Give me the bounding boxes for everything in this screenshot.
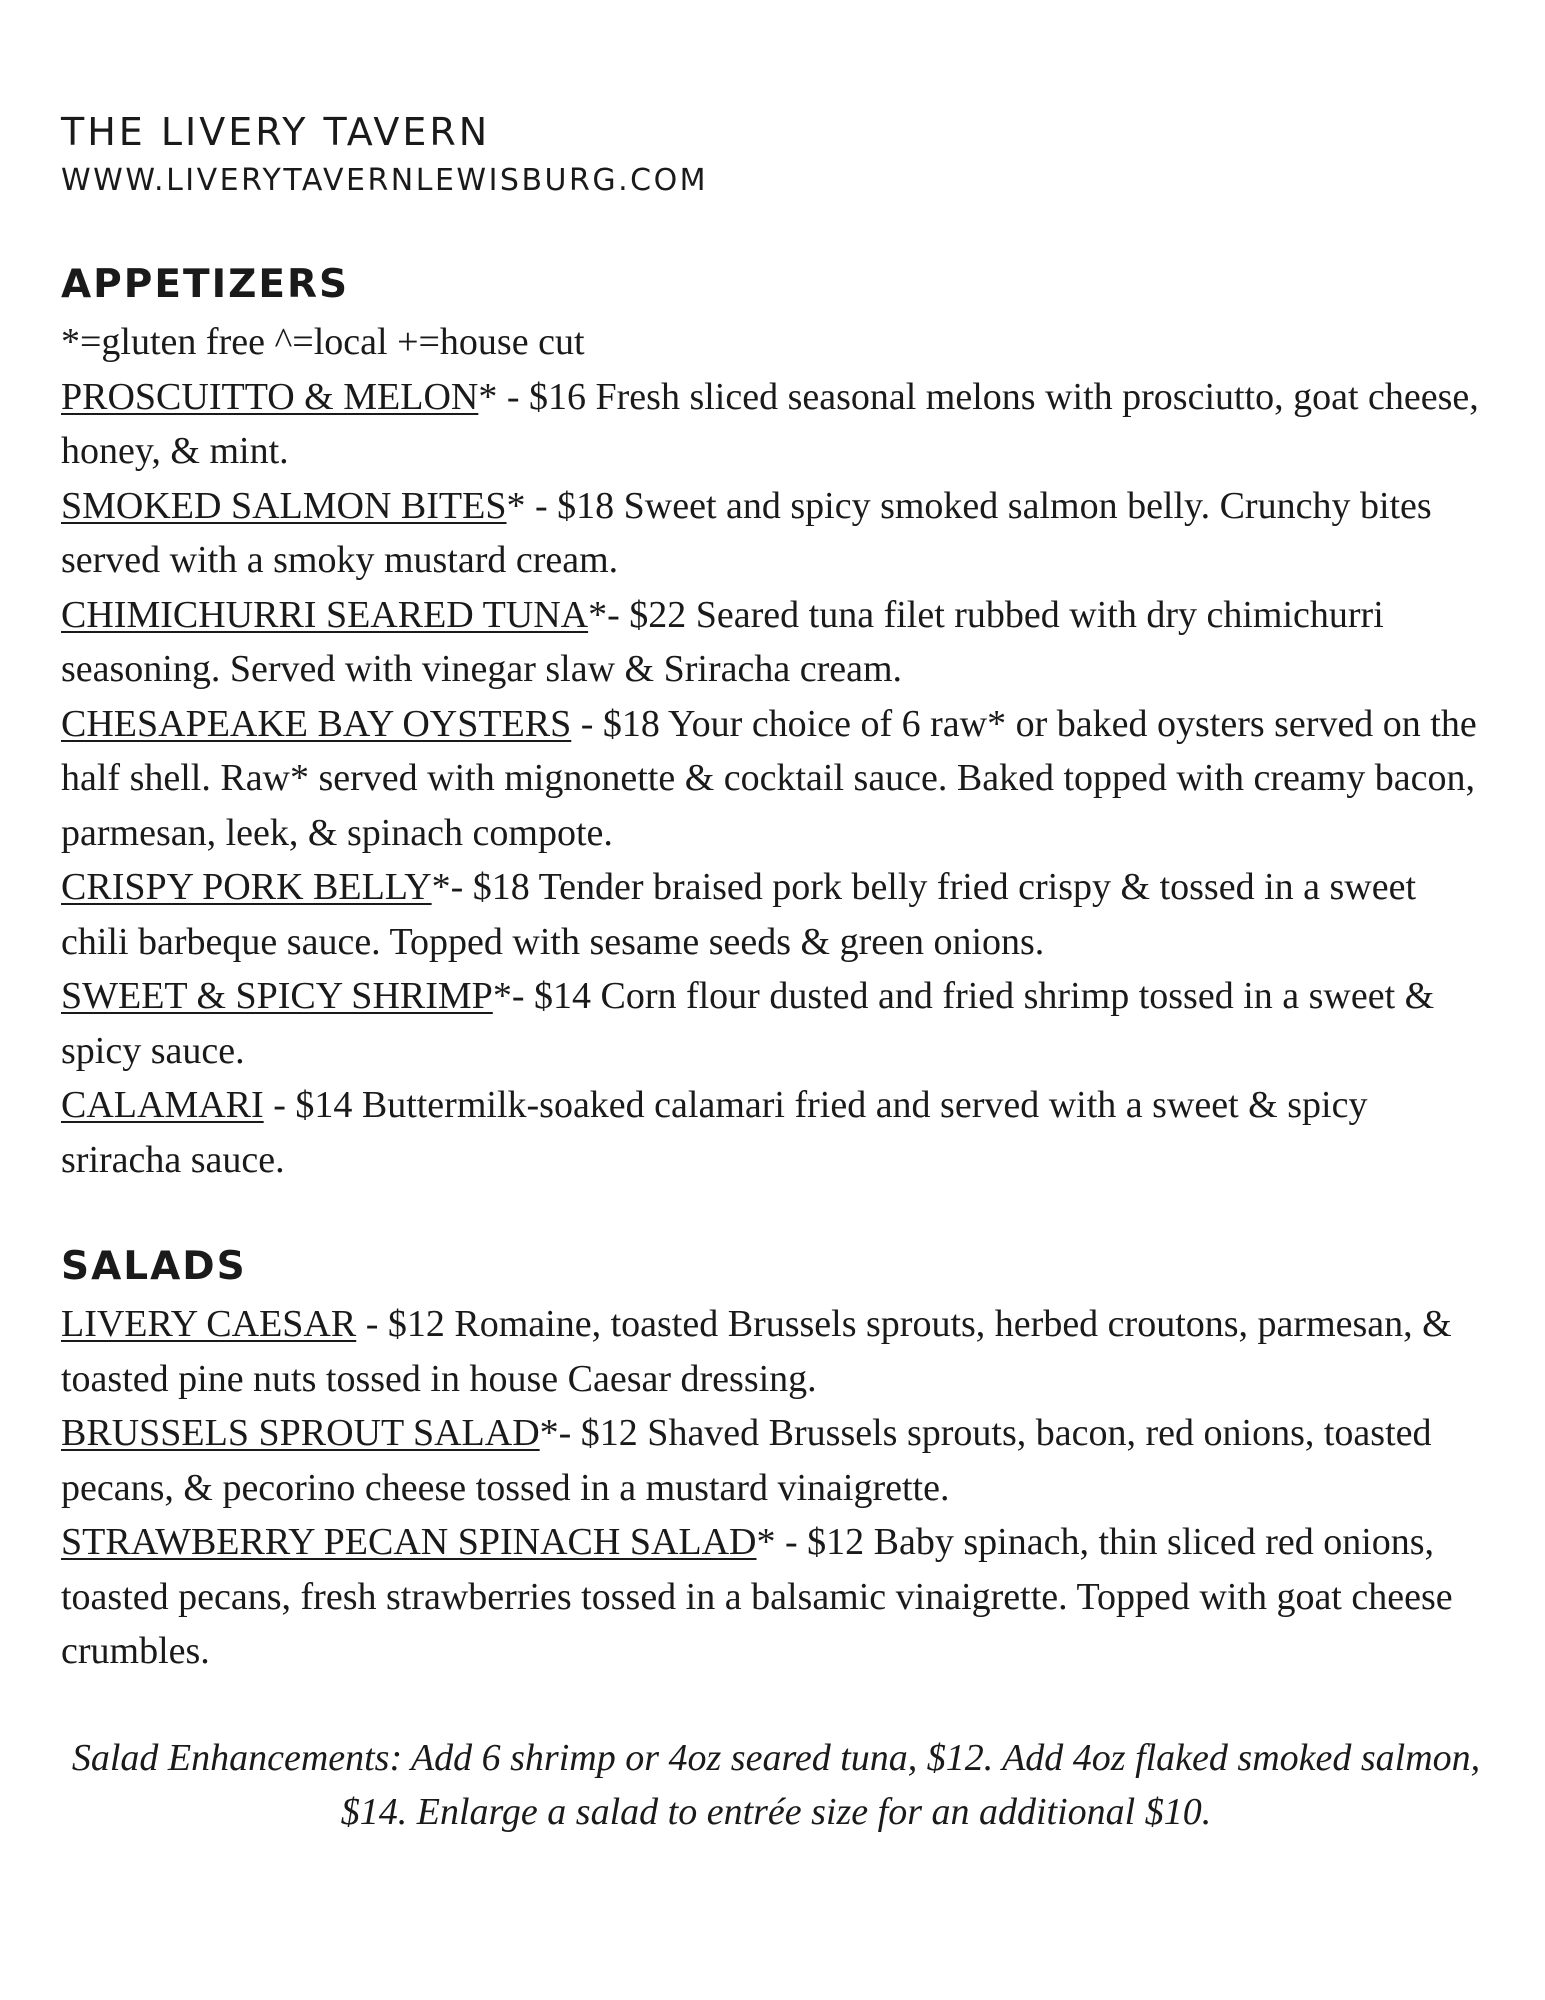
- item-description: *- $12 Shaved Brussels sprouts, bacon, red onions, toasted pecans, & pecorino cheese tossed in a mustard vinaigrette.: [61, 1412, 1432, 1509]
- item-name: CHIMICHURRI SEARED TUNA: [61, 593, 589, 636]
- menu-item-smoked-salmon-bites: [61, 479, 1491, 588]
- appetizers-heading: APPETIZERS: [61, 262, 350, 307]
- menu-item-sweet-spicy-shrimp: [61, 969, 1491, 1078]
- menu-item-crispy-pork-belly: [61, 860, 1491, 969]
- item-description: *- $18 Tender braised pork belly fried crispy & tossed in a sweet chili barbeque sauce. Topped with sesame seeds & green onions.: [61, 866, 1417, 963]
- menu-item-calamari: [61, 1078, 1491, 1187]
- item-description: * - $12 Baby spinach, thin sliced red onions, toasted pecans, fresh strawberries tossed in a balsamic vinaigrette. Topped with goat cheese crumbles.: [61, 1521, 1453, 1672]
- item-description: * - $16 Fresh sliced seasonal melons with prosciutto, goat cheese, honey, & mint.: [61, 375, 1479, 472]
- restaurant-name: THE LIVERY TAVERN: [61, 110, 491, 154]
- salad-enhancements-note: Salad Enhancements: Add 6 shrimp or 4oz seared tuna, $12. Add 4oz flaked smoked salmon, $14. Enlarge a salad to entrée size for an additional $10.: [71, 1736, 1481, 1833]
- item-description: - $18 Your choice of 6 raw* or baked oysters served on the half shell. Raw* served with mignonette & cocktail sauce. Baked topped with creamy bacon, parmesan, leek, & spinach compote.: [61, 702, 1477, 854]
- item-name: CHESAPEAKE BAY OYSTERS: [61, 702, 572, 745]
- item-name: STRAWBERRY PECAN SPINACH SALAD: [61, 1521, 757, 1563]
- salads-heading: SALADS: [61, 1244, 247, 1289]
- menu-item-chesapeake-bay-oysters: [61, 697, 1491, 861]
- item-description: - $14 Buttermilk-soaked calamari fried and served with a sweet & spicy sriracha sauce.: [61, 1084, 1368, 1181]
- item-name: CALAMARI: [61, 1084, 264, 1126]
- menu-item-strawberry-pecan-spinach-salad: [61, 1515, 1491, 1679]
- item-description: * - $18 Sweet and spicy smoked salmon belly. Crunchy bites served with a smoky mustard cream.: [61, 484, 1432, 581]
- item-description: *- $22 Seared tuna filet rubbed with dry chimichurri seasoning. Served with vinegar slaw & Sriracha cream.: [61, 593, 1384, 690]
- menu-page: [61, 105, 1491, 1840]
- item-name: BRUSSELS SPROUT SALAD: [61, 1412, 540, 1454]
- item-name: SMOKED SALMON BITES: [61, 484, 507, 527]
- menu-item-livery-caesar: [61, 1297, 1491, 1406]
- item-name: PROSCUITTO & MELON: [61, 375, 479, 418]
- item-name: LIVERY CAESAR: [61, 1303, 357, 1345]
- menu-item-brussels-sprout-salad: [61, 1406, 1491, 1515]
- restaurant-website: WWW.LIVERYTAVERNLEWISBURG.COM: [61, 163, 709, 198]
- item-description: *- $14 Corn flour dusted and fried shrimp tossed in a sweet & spicy sauce.: [61, 975, 1435, 1072]
- menu-item-proscuitto-melon: [61, 370, 1491, 479]
- item-name: CRISPY PORK BELLY: [61, 866, 432, 908]
- dietary-legend: *=gluten free ^=local +=house cut: [61, 321, 585, 363]
- item-description: - $12 Romaine, toasted Brussels sprouts, herbed croutons, parmesan, & toasted pine nuts tossed in house Caesar dressing.: [61, 1303, 1452, 1400]
- menu-item-chimichurri-seared-tuna: [61, 588, 1491, 697]
- item-name: SWEET & SPICY SHRIMP: [61, 975, 493, 1017]
